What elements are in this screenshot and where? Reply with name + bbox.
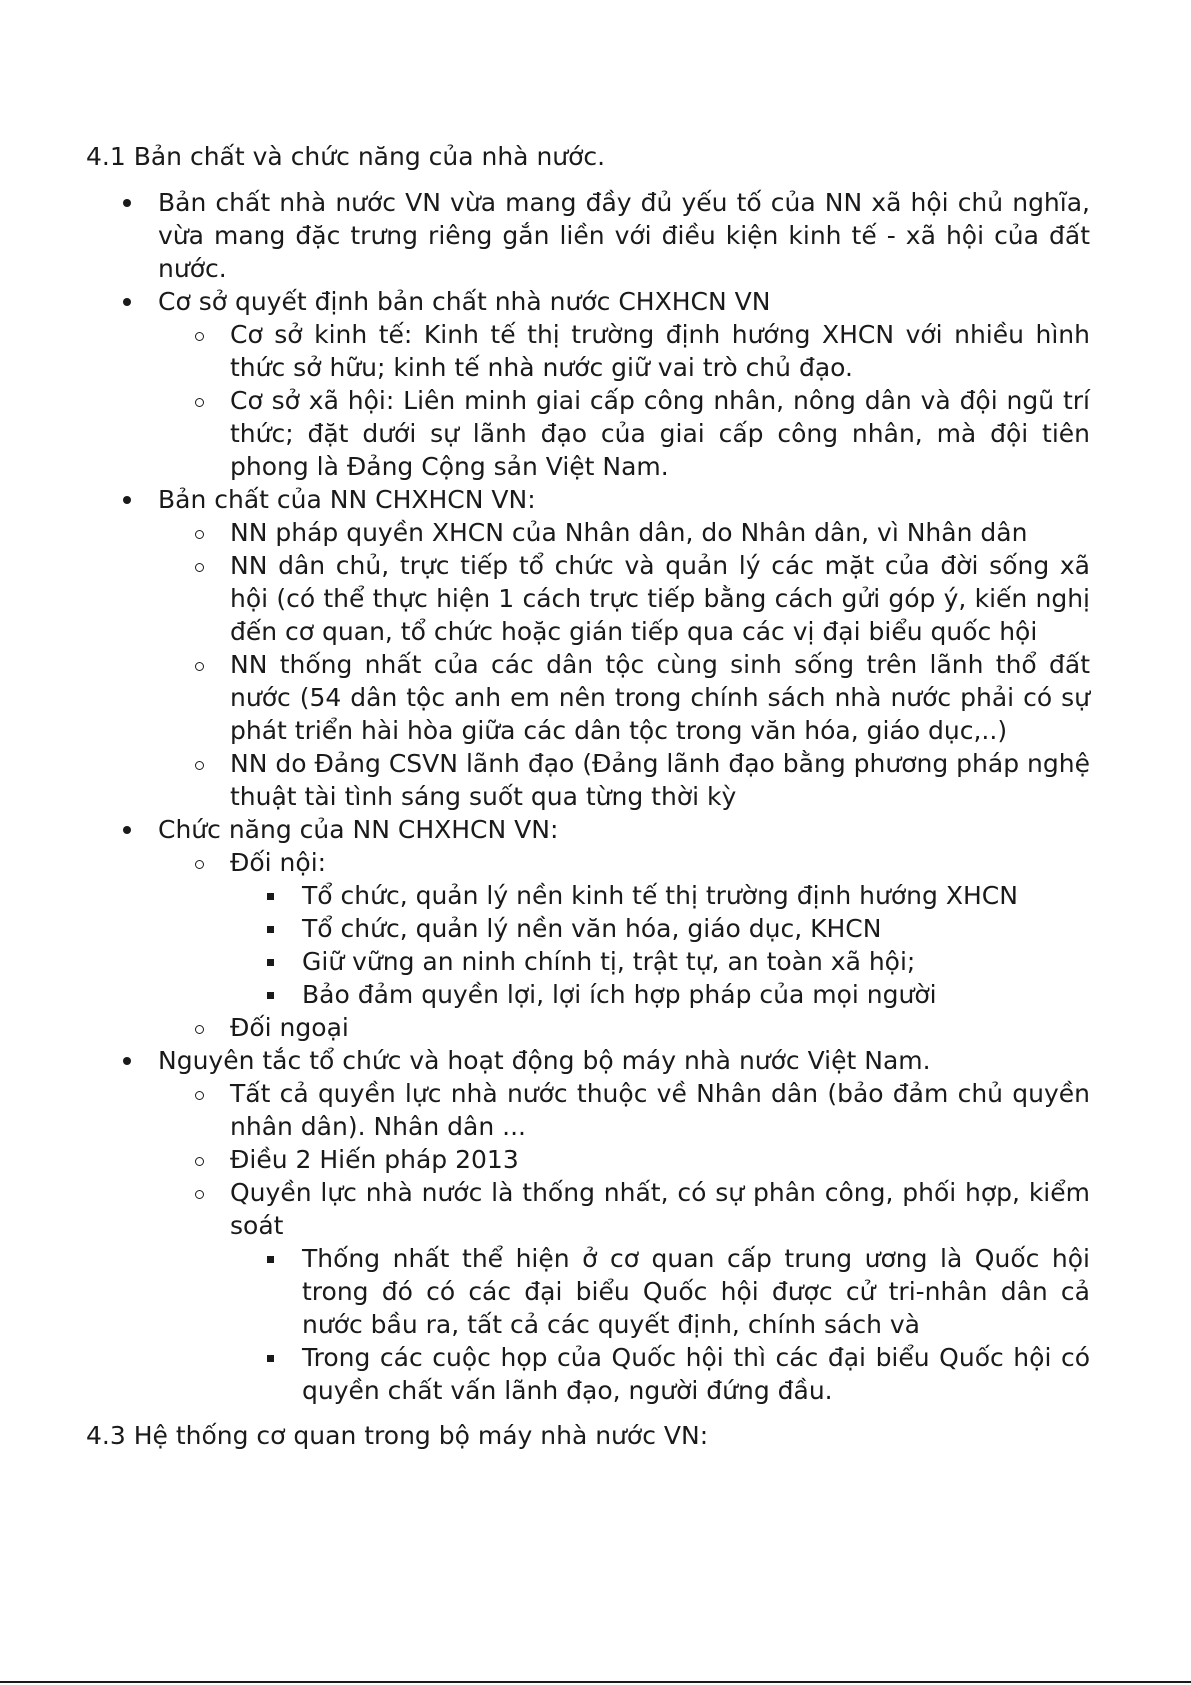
list-item-text: Bản chất của NN CHXHCN VN:: [158, 485, 536, 514]
list-item: [230, 978, 1090, 1011]
list-item: [158, 1077, 1090, 1143]
list-item: [158, 549, 1090, 648]
bullet-disc-icon: [123, 199, 131, 207]
bullet-disc-icon: [123, 298, 131, 306]
section-heading-4-1: 4.1 Bản chất và chức năng của nhà nước.: [86, 142, 606, 171]
list-item-text: Trong các cuộc họp của Quốc hội thì các đại biểu Quốc hội có quyền chất vấn lãnh đạo, người đứng đầu.: [302, 1343, 1090, 1405]
bullet-circle-icon: [195, 1157, 204, 1166]
list-item: [230, 945, 1090, 978]
main-bullet-list: [86, 186, 1090, 1407]
bullet-circle-icon: [195, 530, 204, 539]
bullet-square-icon: [267, 1256, 274, 1263]
list-item: [158, 747, 1090, 813]
document-content: [86, 140, 1090, 1452]
list-item-text: Nguyên tắc tổ chức và hoạt động bộ máy nhà nước Việt Nam.: [158, 1046, 931, 1075]
list-item-text: Đối nội:: [230, 848, 327, 877]
list-item: [158, 318, 1090, 384]
bullet-square-icon: [267, 959, 274, 966]
bullet-square-icon: [267, 893, 274, 900]
bullet-circle-icon: [195, 563, 204, 572]
list-item-text: Đối ngoại: [230, 1013, 349, 1042]
list-item-text: Giữ vững an ninh chính tị, trật tự, an toàn xã hội;: [302, 947, 916, 976]
list-item-text: Bản chất nhà nước VN vừa mang đầy đủ yếu tố của NN xã hội chủ nghĩa, vừa mang đặc trưng riêng gắn liền với điều kiện kinh tế - xã hội của đất nước.: [158, 188, 1090, 283]
list-item-text: Điều 2 Hiến pháp 2013: [230, 1145, 519, 1174]
list-item: [158, 516, 1090, 549]
list-item: [230, 1242, 1090, 1341]
bullet-circle-icon: [195, 1190, 204, 1199]
bullet-square-icon: [267, 926, 274, 933]
list-item: [158, 1176, 1090, 1407]
bullet-disc-icon: [123, 1057, 131, 1065]
sub-sub-list: [230, 879, 1090, 1011]
bullet-disc-icon: [123, 496, 131, 504]
bullet-circle-icon: [195, 860, 204, 869]
list-item-text: Bảo đảm quyền lợi, lợi ích hợp pháp của mọi người: [302, 980, 937, 1009]
list-item-text: Cơ sở quyết định bản chất nhà nước CHXHCN VN: [158, 287, 771, 316]
sub-list: [158, 1077, 1090, 1407]
list-item: [158, 846, 1090, 1011]
list-item-text: Chức năng của NN CHXHCN VN:: [158, 815, 559, 844]
list-item: [86, 1044, 1090, 1407]
sub-list: [158, 318, 1090, 483]
list-item-text: Tổ chức, quản lý nền văn hóa, giáo dục, KHCN: [302, 914, 882, 943]
list-item-text: NN thống nhất của các dân tộc cùng sinh sống trên lãnh thổ đất nước (54 dân tộc anh em nên trong chính sách nhà nước phải có sự phát triển hài hòa giữa các dân tộc trong văn hóa, giáo dục,..): [230, 650, 1090, 745]
bullet-disc-icon: [123, 826, 131, 834]
list-item: [158, 384, 1090, 483]
bullet-circle-icon: [195, 1025, 204, 1034]
list-item: [86, 483, 1090, 813]
bullet-square-icon: [267, 992, 274, 999]
list-item: [86, 186, 1090, 285]
list-item-text: NN dân chủ, trực tiếp tổ chức và quản lý các mặt của đời sống xã hội (có thể thực hiện 1 cách trực tiếp bằng cách gửi góp ý, kiến nghị đến cơ quan, tổ chức hoặc gián tiếp qua các vị đại biểu quốc hội: [230, 551, 1090, 646]
sub-list: [158, 846, 1090, 1044]
list-item: [230, 1341, 1090, 1407]
sub-sub-list: [230, 1242, 1090, 1407]
list-item: [158, 648, 1090, 747]
list-item: [158, 1143, 1090, 1176]
list-item: [230, 879, 1090, 912]
list-item-text: Quyền lực nhà nước là thống nhất, có sự phân công, phối hợp, kiểm soát: [230, 1178, 1090, 1240]
sub-list: [158, 516, 1090, 813]
bullet-circle-icon: [195, 662, 204, 671]
list-item: [158, 1011, 1090, 1044]
list-item-text: Cơ sở kinh tế: Kinh tế thị trường định hướng XHCN với nhiều hình thức sở hữu; kinh tế nhà nước giữ vai trò chủ đạo.: [230, 320, 1090, 382]
bullet-circle-icon: [195, 1091, 204, 1100]
bullet-circle-icon: [195, 761, 204, 770]
list-item: [86, 813, 1090, 1044]
page-bottom-rule: [0, 1681, 1191, 1683]
list-item-text: Thống nhất thể hiện ở cơ quan cấp trung ương là Quốc hội trong đó có các đại biểu Quốc hội được cử tri-nhân dân cả nước bầu ra, tất cả các quyết định, chính sách và: [302, 1244, 1090, 1339]
bullet-circle-icon: [195, 332, 204, 341]
list-item-text: Tất cả quyền lực nhà nước thuộc về Nhân dân (bảo đảm chủ quyền nhân dân). Nhân dân ...: [230, 1079, 1090, 1141]
list-item-text: Cơ sở xã hội: Liên minh giai cấp công nhân, nông dân và đội ngũ trí thức; đặt dưới sự lãnh đạo của giai cấp công nhân, mà đội tiên phong là Đảng Cộng sản Việt Nam.: [230, 386, 1090, 481]
bullet-square-icon: [267, 1355, 274, 1362]
list-item: [230, 912, 1090, 945]
list-item-text: NN pháp quyền XHCN của Nhân dân, do Nhân dân, vì Nhân dân: [230, 518, 1028, 547]
list-item-text: Tổ chức, quản lý nền kinh tế thị trường định hướng XHCN: [302, 881, 1018, 910]
list-item-text: NN do Đảng CSVN lãnh đạo (Đảng lãnh đạo bằng phương pháp nghệ thuật tài tình sáng suốt qua từng thời kỳ: [230, 749, 1090, 811]
bullet-circle-icon: [195, 398, 204, 407]
list-item: [86, 285, 1090, 483]
section-heading-4-3: 4.3 Hệ thống cơ quan trong bộ máy nhà nước VN:: [86, 1421, 709, 1450]
